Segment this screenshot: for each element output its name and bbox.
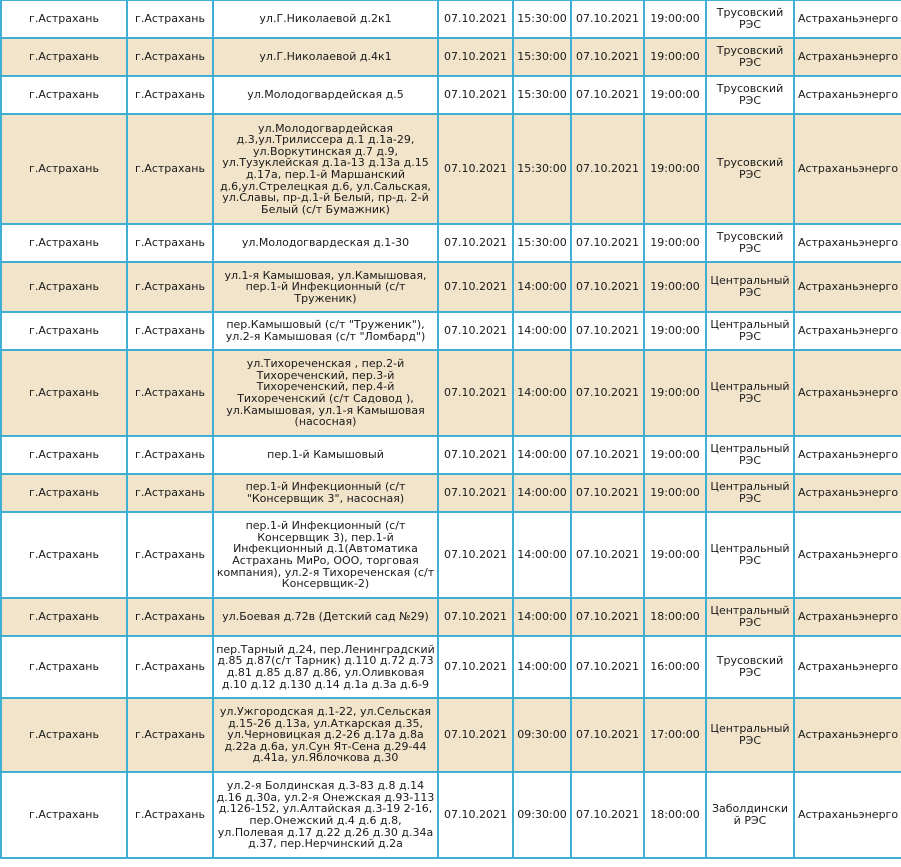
city-cell: г.Астрахань	[1, 512, 127, 598]
address-cell: ул.Г.Николаевой д.2к1	[213, 0, 438, 38]
locality-cell: г.Астрахань	[127, 224, 213, 262]
company-cell: Астраханьэнерго	[794, 224, 901, 262]
table-row	[1, 512, 901, 598]
res-cell: Центральный РЭС	[706, 262, 794, 312]
locality-cell: г.Астрахань	[127, 512, 213, 598]
start-date-cell: 07.10.2021	[438, 598, 513, 636]
locality-cell: г.Астрахань	[127, 350, 213, 436]
end-time-cell: 19:00:00	[644, 224, 706, 262]
locality-cell: г.Астрахань	[127, 76, 213, 114]
locality-cell: г.Астрахань	[127, 636, 213, 698]
res-cell: Центральный РЭС	[706, 436, 794, 474]
start-time-cell: 14:00:00	[513, 436, 571, 474]
company-cell: Астраханьэнерго	[794, 38, 901, 76]
table-row	[1, 224, 901, 262]
start-date-cell: 07.10.2021	[438, 224, 513, 262]
start-time-cell: 14:00:00	[513, 512, 571, 598]
start-time-cell: 15:30:00	[513, 76, 571, 114]
res-cell: Трусовский РЭС	[706, 38, 794, 76]
end-time-cell: 19:00:00	[644, 0, 706, 38]
locality-cell: г.Астрахань	[127, 772, 213, 858]
end-date-cell: 07.10.2021	[571, 262, 644, 312]
res-cell: Центральный РЭС	[706, 598, 794, 636]
table-row	[1, 698, 901, 772]
locality-cell: г.Астрахань	[127, 312, 213, 350]
end-date-cell: 07.10.2021	[571, 312, 644, 350]
company-cell: Астраханьэнерго	[794, 636, 901, 698]
table-row	[1, 350, 901, 436]
company-cell: Астраханьэнерго	[794, 76, 901, 114]
end-time-cell: 18:00:00	[644, 772, 706, 858]
address-cell: пер.1-й Инфекционный (с/т "Консервщик 3", насосная)	[213, 474, 438, 512]
end-date-cell: 07.10.2021	[571, 512, 644, 598]
city-cell: г.Астрахань	[1, 436, 127, 474]
res-cell: Трусовский РЭС	[706, 636, 794, 698]
start-time-cell: 09:30:00	[513, 772, 571, 858]
start-time-cell: 14:00:00	[513, 636, 571, 698]
res-cell: Трусовский РЭС	[706, 224, 794, 262]
address-cell: пер.1-й Инфекционный (с/т Консервщик 3), пер.1-й Инфекционный д.1(Автоматика Астрахань МиРо, ООО, торговая компания), ул.2-я Тихореченская (с/т Консервщик-2)	[213, 512, 438, 598]
end-time-cell: 19:00:00	[644, 76, 706, 114]
table-row	[1, 0, 901, 38]
end-time-cell: 19:00:00	[644, 262, 706, 312]
company-cell: Астраханьэнерго	[794, 262, 901, 312]
city-cell: г.Астрахань	[1, 224, 127, 262]
start-date-cell: 07.10.2021	[438, 772, 513, 858]
start-time-cell: 15:30:00	[513, 0, 571, 38]
table-row	[1, 772, 901, 858]
city-cell: г.Астрахань	[1, 350, 127, 436]
start-time-cell: 09:30:00	[513, 698, 571, 772]
table-row	[1, 114, 901, 224]
end-time-cell: 19:00:00	[644, 512, 706, 598]
res-cell: Центральный РЭС	[706, 698, 794, 772]
table-row	[1, 38, 901, 76]
address-cell: пер.1-й Камышовый	[213, 436, 438, 474]
address-cell: ул.Г.Николаевой д.4к1	[213, 38, 438, 76]
city-cell: г.Астрахань	[1, 76, 127, 114]
end-time-cell: 16:00:00	[644, 636, 706, 698]
table-row	[1, 262, 901, 312]
locality-cell: г.Астрахань	[127, 262, 213, 312]
start-date-cell: 07.10.2021	[438, 350, 513, 436]
start-date-cell: 07.10.2021	[438, 76, 513, 114]
res-cell: Трусовский РЭС	[706, 0, 794, 38]
city-cell: г.Астрахань	[1, 698, 127, 772]
outage-table-body	[1, 0, 901, 858]
end-time-cell: 19:00:00	[644, 312, 706, 350]
end-date-cell: 07.10.2021	[571, 76, 644, 114]
start-time-cell: 15:30:00	[513, 114, 571, 224]
city-cell: г.Астрахань	[1, 114, 127, 224]
locality-cell: г.Астрахань	[127, 474, 213, 512]
start-time-cell: 14:00:00	[513, 262, 571, 312]
city-cell: г.Астрахань	[1, 262, 127, 312]
city-cell: г.Астрахань	[1, 598, 127, 636]
company-cell: Астраханьэнерго	[794, 312, 901, 350]
end-date-cell: 07.10.2021	[571, 698, 644, 772]
table-row	[1, 312, 901, 350]
locality-cell: г.Астрахань	[127, 598, 213, 636]
end-time-cell: 18:00:00	[644, 598, 706, 636]
start-date-cell: 07.10.2021	[438, 114, 513, 224]
res-cell: Трусовский РЭС	[706, 114, 794, 224]
table-row	[1, 598, 901, 636]
address-cell: пер.Тарный д.24, пер.Ленинградский д.85 д.87(с/т Тарник) д.110 д.72 д.73 д.81 д.85 д.87 д.86, ул.Оливковая д.10 д.12 д.130 д.14 д.1а д.3а д.6-9	[213, 636, 438, 698]
company-cell: Астраханьэнерго	[794, 598, 901, 636]
locality-cell: г.Астрахань	[127, 0, 213, 38]
table-row	[1, 436, 901, 474]
start-date-cell: 07.10.2021	[438, 0, 513, 38]
start-date-cell: 07.10.2021	[438, 512, 513, 598]
city-cell: г.Астрахань	[1, 0, 127, 38]
company-cell: Астраханьэнерго	[794, 114, 901, 224]
end-date-cell: 07.10.2021	[571, 224, 644, 262]
company-cell: Астраханьэнерго	[794, 512, 901, 598]
end-time-cell: 19:00:00	[644, 114, 706, 224]
start-time-cell: 14:00:00	[513, 312, 571, 350]
start-date-cell: 07.10.2021	[438, 436, 513, 474]
start-date-cell: 07.10.2021	[438, 698, 513, 772]
end-date-cell: 07.10.2021	[571, 598, 644, 636]
company-cell: Астраханьэнерго	[794, 0, 901, 38]
table-row	[1, 636, 901, 698]
company-cell: Астраханьэнерго	[794, 772, 901, 858]
start-date-cell: 07.10.2021	[438, 312, 513, 350]
locality-cell: г.Астрахань	[127, 114, 213, 224]
table-row	[1, 474, 901, 512]
address-cell: ул.Молодогвардейская д.3,ул.Трилиссера д.1 д.1а-29, ул.Воркутинская д.7 д.9, ул.Тузуклейская д.1а-13 д.13а д.15 д.17а, пер.1-й Маршанский д.6,ул.Стрелецкая д.6, ул.Сальская, ул.Славы, пр-д.1-й Белый, пр-д. 2-й Белый (с/т Бумажник)	[213, 114, 438, 224]
locality-cell: г.Астрахань	[127, 698, 213, 772]
address-cell: ул.Молодогвардейская д.5	[213, 76, 438, 114]
city-cell: г.Астрахань	[1, 38, 127, 76]
end-date-cell: 07.10.2021	[571, 114, 644, 224]
start-time-cell: 15:30:00	[513, 38, 571, 76]
city-cell: г.Астрахань	[1, 312, 127, 350]
start-date-cell: 07.10.2021	[438, 38, 513, 76]
end-date-cell: 07.10.2021	[571, 350, 644, 436]
end-date-cell: 07.10.2021	[571, 772, 644, 858]
address-cell: ул.Молодогвардеская д.1-30	[213, 224, 438, 262]
res-cell: Центральный РЭС	[706, 512, 794, 598]
city-cell: г.Астрахань	[1, 474, 127, 512]
end-date-cell: 07.10.2021	[571, 636, 644, 698]
address-cell: ул.1-я Камышовая, ул.Камышовая, пер.1-й Инфекционный (с/т Труженик)	[213, 262, 438, 312]
address-cell: ул.Ужгородская д.1-22, ул.Сельская д.15-26 д.13а, ул.Аткарская д.35, ул.Черновицкая д.2-26 д.17а д.8а д.22а д.6а, ул.Сун Ят-Сена д.29-44 д.41а, ул.Яблочкова д.30	[213, 698, 438, 772]
company-cell: Астраханьэнерго	[794, 698, 901, 772]
end-date-cell: 07.10.2021	[571, 436, 644, 474]
res-cell: Центральный РЭС	[706, 350, 794, 436]
city-cell: г.Астрахань	[1, 636, 127, 698]
address-cell: ул.Боевая д.72в (Детский сад №29)	[213, 598, 438, 636]
end-date-cell: 07.10.2021	[571, 0, 644, 38]
end-date-cell: 07.10.2021	[571, 474, 644, 512]
res-cell: Заболдинский РЭС	[706, 772, 794, 858]
end-time-cell: 19:00:00	[644, 436, 706, 474]
company-cell: Астраханьэнерго	[794, 350, 901, 436]
end-date-cell: 07.10.2021	[571, 38, 644, 76]
company-cell: Астраханьэнерго	[794, 436, 901, 474]
start-time-cell: 14:00:00	[513, 350, 571, 436]
end-time-cell: 17:00:00	[644, 698, 706, 772]
res-cell: Трусовский РЭС	[706, 76, 794, 114]
table-row	[1, 76, 901, 114]
locality-cell: г.Астрахань	[127, 436, 213, 474]
start-date-cell: 07.10.2021	[438, 262, 513, 312]
locality-cell: г.Астрахань	[127, 38, 213, 76]
address-cell: ул.Тихореченская , пер.2-й Тихореченский, пер.3-й Тихореченский, пер.4-й Тихореченский (с/т Садовод ), ул.Камышовая, ул.1-я Камышовая (насосная)	[213, 350, 438, 436]
end-time-cell: 19:00:00	[644, 350, 706, 436]
address-cell: ул.2-я Болдинская д.3-83 д.8 д.14 д.16 д.30а, ул.2-я Онежская д.93-113 д.126-152, ул.Алтайская д.3-19 2-16, пер.Онежский д.4 д.6 д.8, ул.Полевая д.17 д.22 д.26 д.30 д.34а д.37, пер.Нерчинский д.2а	[213, 772, 438, 858]
start-time-cell: 14:00:00	[513, 474, 571, 512]
company-cell: Астраханьэнерго	[794, 474, 901, 512]
start-date-cell: 07.10.2021	[438, 474, 513, 512]
city-cell: г.Астрахань	[1, 772, 127, 858]
address-cell: пер.Камышовый (с/т "Труженик"), ул.2-я Камышовая (с/т "Ломбард")	[213, 312, 438, 350]
start-time-cell: 14:00:00	[513, 598, 571, 636]
start-date-cell: 07.10.2021	[438, 636, 513, 698]
res-cell: Центральный РЭС	[706, 312, 794, 350]
end-time-cell: 19:00:00	[644, 38, 706, 76]
start-time-cell: 15:30:00	[513, 224, 571, 262]
end-time-cell: 19:00:00	[644, 474, 706, 512]
res-cell: Центральный РЭС	[706, 474, 794, 512]
